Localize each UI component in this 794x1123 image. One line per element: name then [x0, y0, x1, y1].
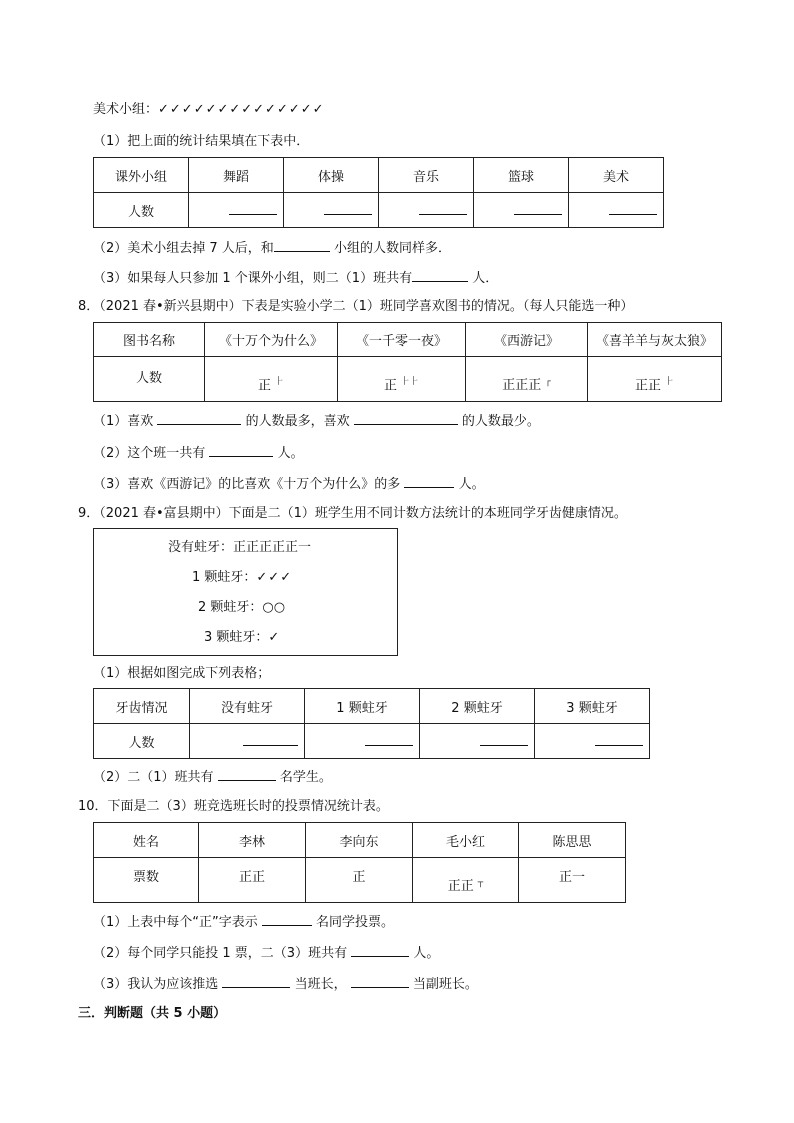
- answer-blank[interactable]: [222, 973, 290, 988]
- q7-header-cell: 舞蹈: [189, 158, 284, 193]
- q9-box-label: 3 颗蛀牙：: [204, 630, 269, 645]
- q9-header-cell: 没有蛀牙: [190, 689, 305, 724]
- q9-header-cell: 3 颗蛀牙: [535, 689, 650, 724]
- q9-box-mark: 正正正正正一: [233, 540, 312, 555]
- q9-box-row: [192, 569, 292, 587]
- q7-sub3: [93, 267, 498, 288]
- q9-box-label: 2 颗蛀牙：: [198, 600, 263, 615]
- q8-tally-cell: [588, 357, 722, 402]
- q10-tally-cell: 正正: [199, 858, 306, 903]
- q10-header-cell: 毛小红: [413, 823, 519, 858]
- q9-box-label: 没有蛀牙：: [168, 540, 234, 555]
- q9-box-mark: ○○: [262, 600, 286, 615]
- q8-sub2-text-b: 人。: [277, 446, 304, 461]
- q8-tally-cell: [466, 357, 588, 402]
- answer-blank[interactable]: [243, 733, 298, 746]
- tally-mark: 正正正: [502, 378, 542, 393]
- q7-row-label: 人数: [94, 193, 189, 228]
- q9-box-row: [198, 599, 285, 617]
- q10-sub2: [93, 942, 439, 963]
- q7-answer-cell[interactable]: [284, 193, 379, 228]
- q10-sub2-text-b: 人。: [413, 946, 440, 961]
- q7-answer-cell[interactable]: [189, 193, 284, 228]
- answer-blank[interactable]: [419, 202, 467, 215]
- answer-blank[interactable]: [157, 410, 241, 425]
- q7-answer-cell[interactable]: [569, 193, 664, 228]
- q8-sub2-text-a: （2）这个班一共有: [93, 446, 206, 461]
- q8-title: 8．（2021 春•新兴县期中）下表是实验小学二（1）班同学喜欢图书的情况。（每人只能选一种）: [78, 299, 634, 314]
- q7-sub2: [93, 237, 451, 258]
- q8-header-cell: 《西游记》: [466, 323, 588, 357]
- q9-title: 9．（2021 春•富县期中）下面是二（1）班学生用不同计数方法统计的本班同学牙齿健康情况。: [78, 506, 627, 521]
- q7-sub3-text-a: （3）如果每人只参加 1 个课外小组，则二（1）班共有: [93, 271, 413, 286]
- q7-answer-cell[interactable]: [379, 193, 474, 228]
- q10-tally-cell: [413, 858, 519, 903]
- q8-tally-cell: [205, 357, 338, 402]
- q8-sub3-text-b: 人。: [458, 477, 485, 492]
- q7-header-cell: 课外小组: [94, 158, 189, 193]
- tally-mark: 正正: [447, 879, 474, 894]
- art-group-label: 美术小组：: [93, 102, 159, 117]
- q9-sub2-text-b: 名学生。: [279, 770, 332, 785]
- tally-partial: ⺊: [665, 376, 675, 387]
- q8-sub3-text-a: （3）喜欢《西游记》的比喜欢《十万个为什么》的多: [93, 477, 401, 492]
- q10-tally-cell: 正一: [519, 858, 626, 903]
- q9-sub2-text-a: （2）二（1）班共有: [93, 770, 214, 785]
- answer-blank[interactable]: [324, 202, 372, 215]
- q8-sub1: [93, 410, 540, 431]
- q10-sub3-text-a: （3）我认为应该推选: [93, 977, 219, 992]
- q9-answer-cell[interactable]: [535, 724, 650, 759]
- art-group-ticks: ✓✓✓✓✓✓✓✓✓✓✓✓✓✓: [158, 102, 325, 117]
- q8-header-cell: 《十万个为什么》: [205, 323, 338, 357]
- q9-box-label: 1 颗蛀牙：: [192, 570, 257, 585]
- q10-sub1-text-a: （1）上表中每个“正”字表示: [93, 915, 258, 930]
- answer-blank[interactable]: [404, 473, 454, 488]
- q10-sub1-text-b: 名同学投票。: [316, 915, 395, 930]
- tally-partial: ⺊: [275, 376, 285, 387]
- answer-blank[interactable]: [209, 442, 273, 457]
- q7-header-cell: 美术: [569, 158, 664, 193]
- tally-mark: 正正: [634, 378, 661, 393]
- q8-sub3: [93, 473, 485, 494]
- answer-blank[interactable]: [262, 911, 312, 926]
- tally-partial: ┌: [545, 376, 551, 387]
- q7-sub2-text-a: （2）美术小组去掉 7 人后，和: [93, 241, 274, 256]
- q8-row-label: 人数: [94, 357, 205, 402]
- q7-header-cell: 音乐: [379, 158, 474, 193]
- q9-box-row: [204, 629, 280, 647]
- answer-blank[interactable]: [218, 766, 276, 781]
- q9-sub1: （1）根据如图完成下列表格；: [93, 666, 271, 681]
- q9-answer-cell[interactable]: [420, 724, 535, 759]
- tally-mark: 正: [257, 378, 271, 393]
- q8-header-cell: 《喜羊羊与灰太狼》: [588, 323, 722, 357]
- answer-blank[interactable]: [412, 267, 468, 282]
- answer-blank[interactable]: [351, 973, 409, 988]
- art-group-line: [93, 101, 325, 119]
- answer-blank[interactable]: [480, 733, 528, 746]
- section-heading: 三．判断题（共 5 小题）: [78, 1006, 227, 1021]
- q9-answer-cell[interactable]: [305, 724, 420, 759]
- answer-blank[interactable]: [514, 202, 562, 215]
- q8-table: [93, 322, 722, 402]
- q10-header-cell: 陈思思: [519, 823, 626, 858]
- q7-table: [93, 157, 664, 228]
- answer-blank[interactable]: [354, 410, 458, 425]
- q8-sub1-text-b: 的人数最多，喜欢: [245, 414, 350, 429]
- q7-sub2-text-b: 小组的人数同样多．: [333, 241, 451, 256]
- q9-box-mark: ✓: [268, 630, 281, 645]
- q7-sub3-text-b: 人．: [472, 271, 499, 286]
- q10-header-cell: 李林: [199, 823, 306, 858]
- q10-row-label: 票数: [94, 858, 199, 903]
- q10-tally-cell: 正: [306, 858, 413, 903]
- answer-blank[interactable]: [351, 942, 409, 957]
- q9-table: [93, 688, 650, 759]
- q9-header-cell: 2 颗蛀牙: [420, 689, 535, 724]
- q7-sub1: （1）把上面的统计结果填在下表中．: [93, 134, 310, 149]
- q9-header-cell: 牙齿情况: [94, 689, 190, 724]
- q7-header-cell: 篮球: [474, 158, 569, 193]
- q8-header-cell: 《一千零一夜》: [338, 323, 466, 357]
- q10-sub3-text-b: 当班长，: [294, 977, 347, 992]
- q10-header-cell: 姓名: [94, 823, 199, 858]
- q10-title: 10．下面是二（3）班竞选班长时的投票情况统计表。: [78, 799, 389, 814]
- q9-sub2: [93, 766, 332, 787]
- answer-blank[interactable]: [595, 733, 643, 746]
- tally-partial: ⺊⺊: [401, 376, 420, 387]
- q9-row-label: 人数: [94, 724, 190, 759]
- q10-sub2-text-a: （2）每个同学只能投 1 票，二（3）班共有: [93, 946, 348, 961]
- q8-sub1-text-a: （1）喜欢: [93, 414, 154, 429]
- q9-tally-box: [93, 528, 398, 656]
- tally-mark: 正: [383, 378, 397, 393]
- tally-partial: ┬: [477, 877, 484, 888]
- answer-blank[interactable]: [229, 202, 277, 215]
- q7-header-cell: 体操: [284, 158, 379, 193]
- q8-sub2: [93, 442, 304, 463]
- q9-header-cell: 1 颗蛀牙: [305, 689, 420, 724]
- q9-box-mark: ✓✓✓: [256, 570, 293, 585]
- q8-header-cell: 图书名称: [94, 323, 205, 357]
- q10-table: [93, 822, 626, 903]
- answer-blank[interactable]: [274, 237, 330, 252]
- q9-box-row: [168, 539, 311, 557]
- q10-sub3: [93, 973, 478, 994]
- q10-sub3-text-c: 当副班长。: [412, 977, 478, 992]
- q9-answer-cell[interactable]: [190, 724, 305, 759]
- answer-blank[interactable]: [609, 202, 657, 215]
- q8-sub1-text-c: 的人数最少。: [461, 414, 540, 429]
- q8-tally-cell: [338, 357, 466, 402]
- q7-answer-cell[interactable]: [474, 193, 569, 228]
- q10-header-cell: 李向东: [306, 823, 413, 858]
- answer-blank[interactable]: [365, 733, 413, 746]
- q10-sub1: [93, 911, 394, 932]
